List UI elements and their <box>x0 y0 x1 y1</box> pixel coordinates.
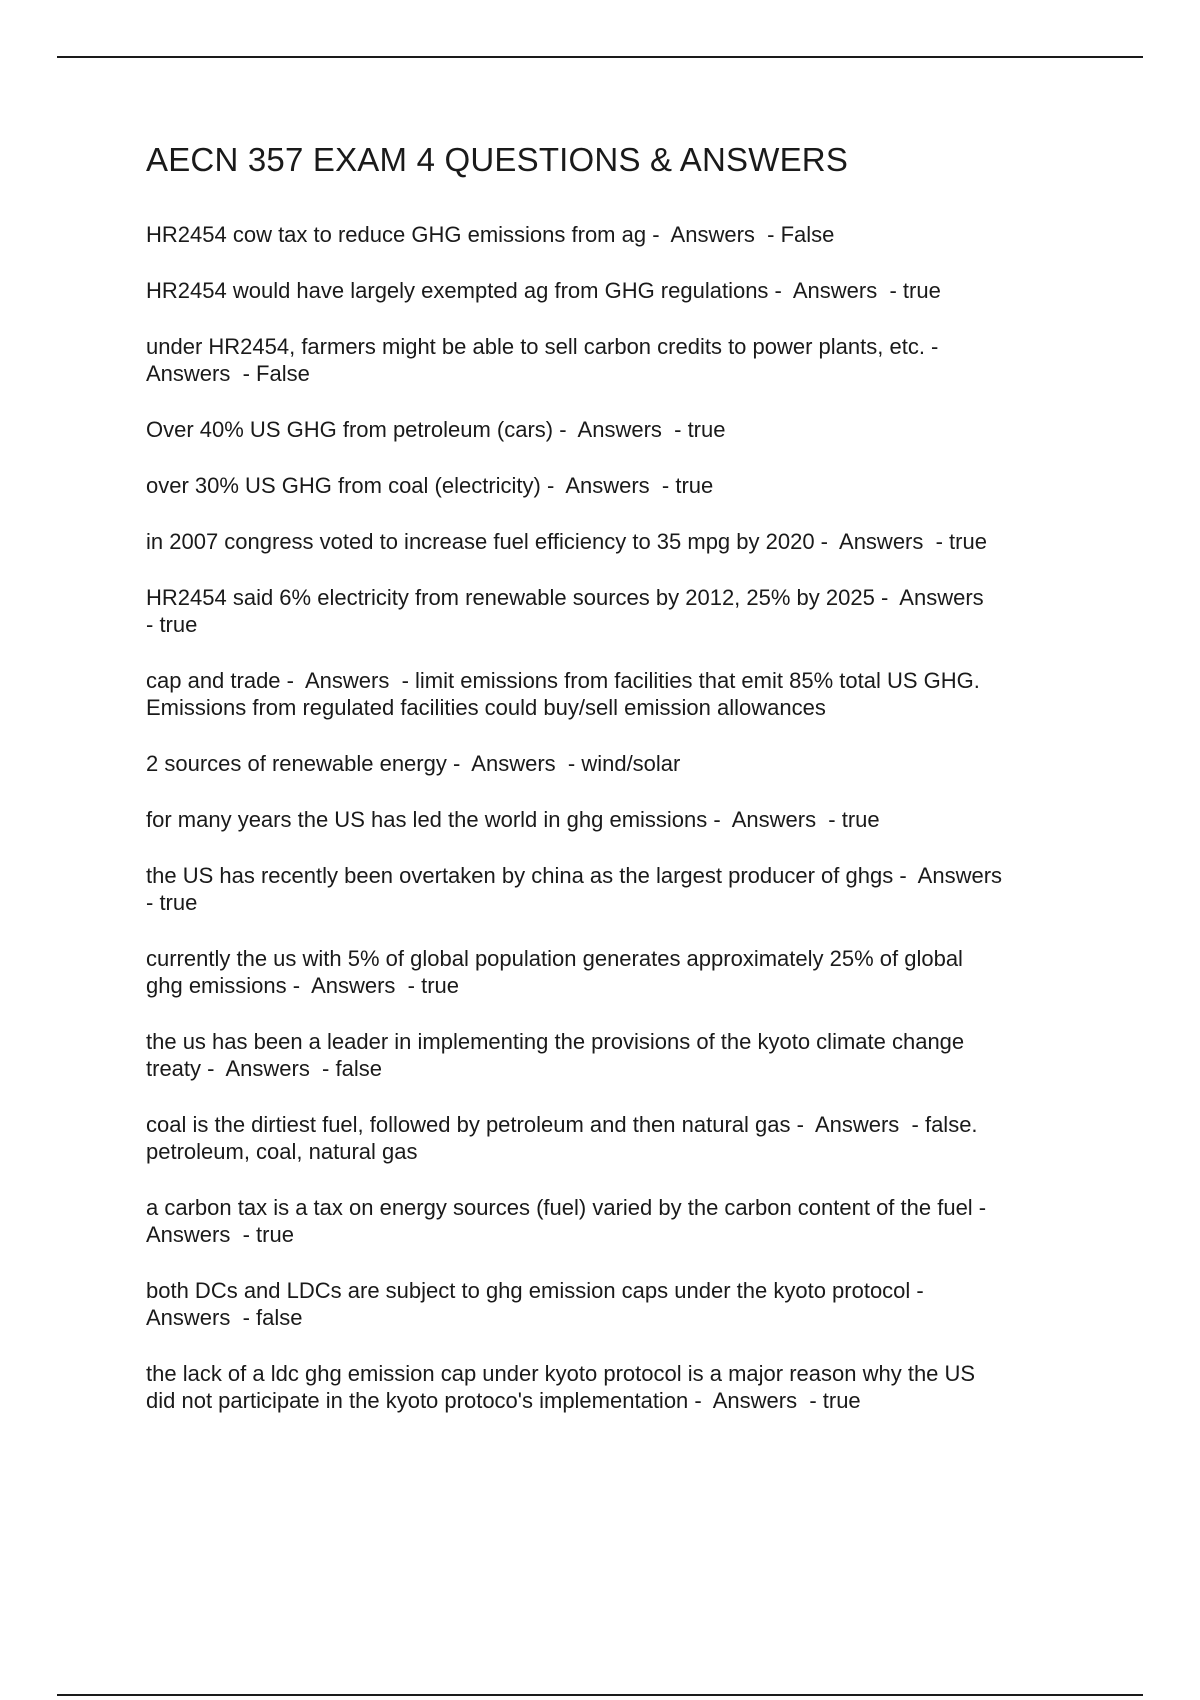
qa-item: in 2007 congress voted to increase fuel efficiency to 35 mpg by 2020 - Answers - true <box>146 528 987 554</box>
qa-list <box>146 221 1096 1414</box>
document-body <box>146 140 1096 1443</box>
qa-item: 2 sources of renewable energy - Answers - wind/solar <box>146 750 681 776</box>
qa-item: coal is the dirtiest fuel, followed by petroleum and then natural gas - Answers - false. petroleum, coal, natural gas <box>146 1111 978 1164</box>
top-divider <box>57 56 1143 58</box>
qa-item: the lack of a ldc ghg emission cap under kyoto protocol is a major reason why the US did not participate in the kyoto protoco's implementation - Answers - true <box>146 1360 976 1413</box>
qa-item: over 30% US GHG from coal (electricity) - Answers - true <box>146 472 714 498</box>
qa-item: both DCs and LDCs are subject to ghg emission caps under the kyoto protocol - Answers - false <box>146 1277 924 1330</box>
qa-item: Over 40% US GHG from petroleum (cars) - Answers - true <box>146 416 726 442</box>
qa-item: cap and trade - Answers - limit emissions from facilities that emit 85% total US GHG. Emissions from regulated facilities could buy/sell emission allowances <box>146 667 980 720</box>
document-title: AECN 357 EXAM 4 QUESTIONS & ANSWERS <box>146 141 849 178</box>
qa-item: the US has recently been overtaken by china as the largest producer of ghgs - Answers - true <box>146 862 1003 915</box>
qa-item: HR2454 would have largely exempted ag from GHG regulations - Answers - true <box>146 277 941 303</box>
qa-item: HR2454 said 6% electricity from renewable sources by 2012, 25% by 2025 - Answers - true <box>146 584 984 637</box>
qa-item: a carbon tax is a tax on energy sources (fuel) varied by the carbon content of the fuel - Answers - true <box>146 1194 987 1247</box>
bottom-divider <box>57 1694 1143 1696</box>
qa-item: under HR2454, farmers might be able to sell carbon credits to power plants, etc. - Answers - False <box>146 333 939 386</box>
qa-item: for many years the US has led the world in ghg emissions - Answers - true <box>146 806 880 832</box>
qa-item: currently the us with 5% of global population generates approximately 25% of global ghg emissions - Answers - true <box>146 945 963 998</box>
qa-item: HR2454 cow tax to reduce GHG emissions from ag - Answers - False <box>146 221 835 247</box>
qa-item: the us has been a leader in implementing the provisions of the kyoto climate change treaty - Answers - false <box>146 1028 965 1081</box>
